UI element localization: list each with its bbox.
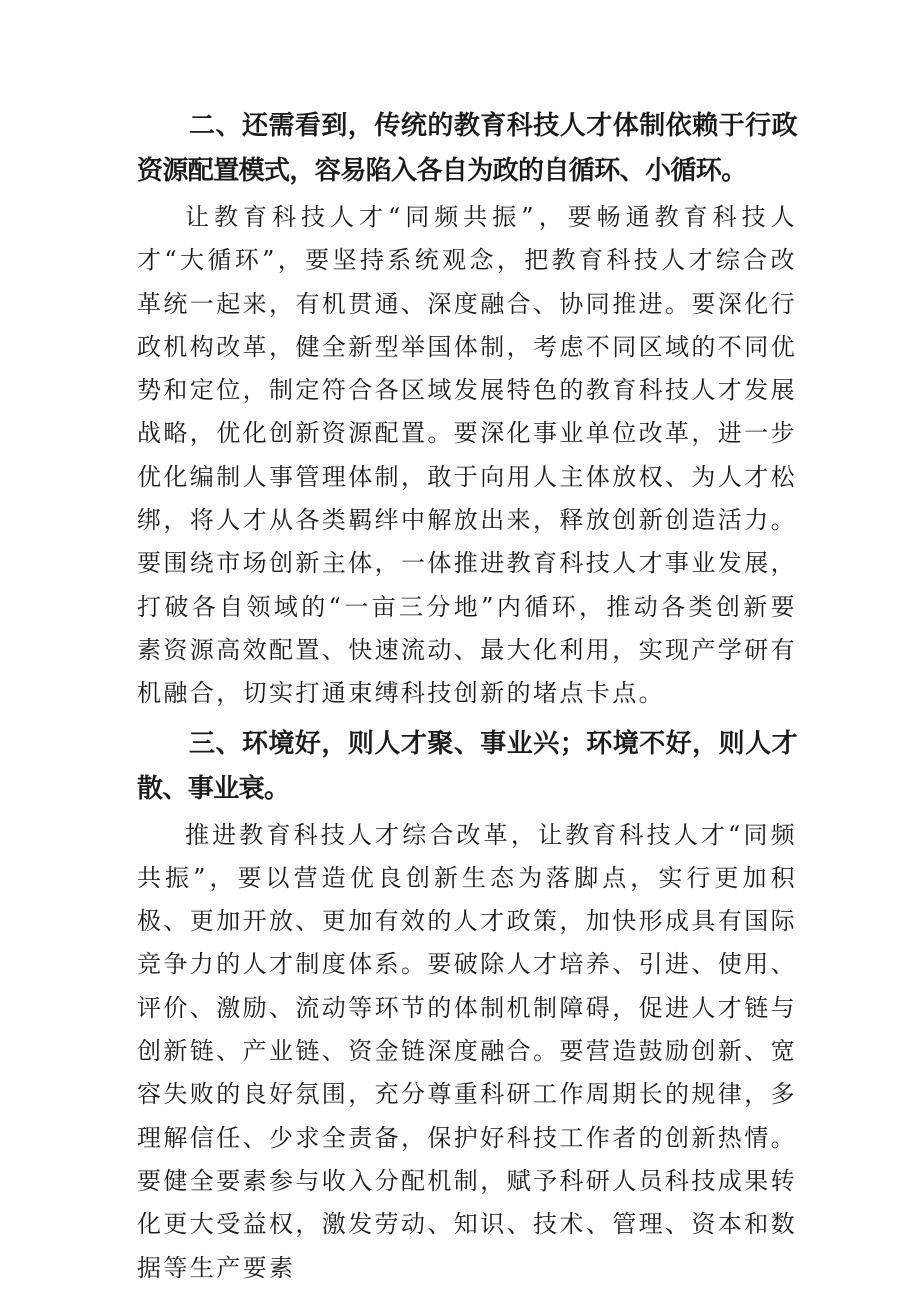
section-3-paragraph: 推进教育科技人才综合改革，让教育科技人才“同频共振”，要以营造优良创新生态为落脚点，实行更加积极、更加开放、更加有效的人才政策，加快形成具有国际竞争力的人才制度体系。要破除人才培养、引进、使用、评价、激励、流动等环节的体制机制障碍，促进人才链与创新链、产业链、资金链深度融合。要营造鼓励创新、宽容失败的良好氛围，充分尊重科研工作周期长的规律，多理解信任、少求全责备，保护好科技工作者的创新热情。要健全要素参与收入分配机制，赋予科研人员科技成果转化更大受益权，激发劳动、知识、技术、管理、资本和数据等生产要素 xyxy=(137,820,797,1282)
section-2-paragraph: 让教育科技人才“同频共振”，要畅通教育科技人才“大循环”，要坚持系统观念，把教育科技人才综合改革统一起来，有机贯通、深度融合、协同推进。要深化行政机构改革，健全新型举国体制，考虑不同区域的不同优势和定位，制定符合各区域发展特色的教育科技人才发展战略，优化创新资源配置。要深化事业单位改革，进一步优化编制人事管理体制，敢于向用人主体放权、为人才松绑，将人才从各类羁绊中解放出来，释放创新创造活力。要围绕市场创新主体，一体推进教育科技人才事业发展，打破各自领域的“一亩三分地”内循环，推动各类创新要素资源高效配置、快速流动、最大化利用，实现产学研有机融合，切实打通束缚科技创新的堵点卡点。 xyxy=(137,203,797,708)
section-2-heading: 二、还需看到，传统的教育科技人才体制依赖于行政资源配置模式，容易陷入各自为政的自循环、小循环。 xyxy=(137,111,797,186)
section-3-heading: 三、环境好，则人才聚、事业兴；环境不好，则人才散、事业衰。 xyxy=(137,728,797,804)
document-page xyxy=(137,104,797,1290)
